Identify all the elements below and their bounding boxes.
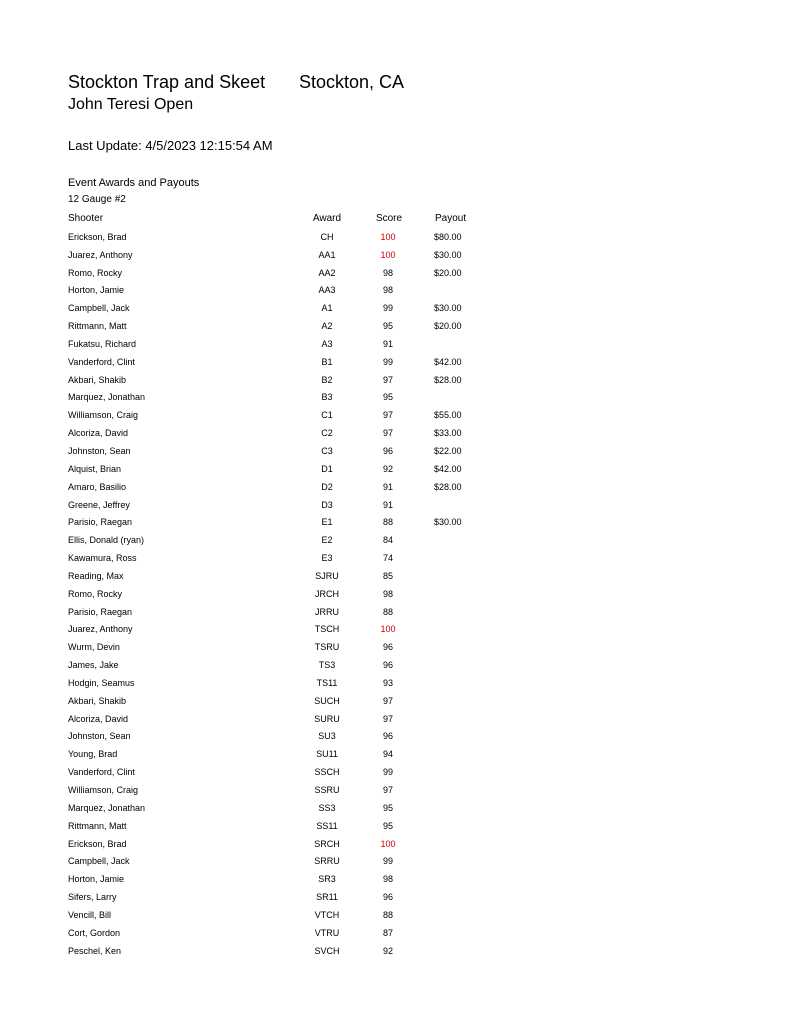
- award-cell: B2: [321, 374, 333, 385]
- award-cell: VTRU: [314, 927, 340, 938]
- score-cell: 96: [382, 642, 393, 653]
- table-row: [68, 799, 508, 817]
- score-cell: 93: [382, 677, 393, 688]
- score-cell: 94: [382, 749, 393, 760]
- shooter-cell: Fukatsu, Richard: [68, 338, 137, 349]
- score-cell: 99: [382, 856, 393, 867]
- award-cell: SRCH: [314, 838, 340, 849]
- award-cell: B3: [321, 392, 333, 403]
- payout-cell: $20.00: [434, 267, 462, 278]
- table-row: [68, 924, 508, 942]
- shooter-cell: Young, Brad: [68, 749, 118, 760]
- award-cell: SVCH: [314, 945, 340, 956]
- shooter-cell: Sifers, Larry: [68, 892, 117, 903]
- shooter-cell: Marquez, Jonathan: [68, 392, 146, 403]
- score-cell: 97: [382, 428, 393, 439]
- score-cell: 91: [382, 338, 393, 349]
- shooter-cell: Vanderford, Clint: [68, 356, 135, 367]
- shooter-cell: Horton, Jamie: [68, 874, 125, 885]
- award-cell: B1: [321, 356, 333, 367]
- award-cell: AA1: [318, 249, 336, 260]
- shooter-cell: Juarez, Anthony: [68, 624, 133, 635]
- table-row: [68, 710, 508, 728]
- score-cell: 97: [382, 410, 393, 421]
- table-row: [68, 442, 508, 460]
- score-cell: 88: [382, 909, 393, 920]
- award-cell: E1: [321, 517, 333, 528]
- payout-cell: $30.00: [434, 303, 462, 314]
- shooter-cell: Rittmann, Matt: [68, 820, 127, 831]
- award-cell: AA3: [318, 285, 336, 296]
- shooter-cell: Alquist, Brian: [68, 463, 122, 474]
- table-row: [68, 478, 508, 496]
- payout-cell: $30.00: [434, 517, 462, 528]
- table-row: [68, 656, 508, 674]
- last-update: Last Update: 4/5/2023 12:15:54 AM: [68, 138, 273, 153]
- table-row: [68, 281, 508, 299]
- score-cell: 95: [382, 802, 393, 813]
- shooter-cell: Greene, Jeffrey: [68, 499, 130, 510]
- payout-cell: $42.00: [434, 463, 462, 474]
- payout-cell: $30.00: [434, 249, 462, 260]
- table-row: [68, 870, 508, 888]
- award-cell: SRRU: [314, 856, 340, 867]
- score-cell: 100: [380, 624, 396, 635]
- award-cell: SU11: [316, 749, 338, 760]
- payout-cell: $42.00: [434, 356, 462, 367]
- shooter-cell: Campbell, Jack: [68, 303, 130, 314]
- table-row: [68, 335, 508, 353]
- table-row: [68, 620, 508, 638]
- award-cell: A3: [321, 338, 333, 349]
- shooter-cell: Akbari, Shakib: [68, 374, 127, 385]
- payout-cell: $20.00: [434, 321, 462, 332]
- award-cell: D3: [321, 499, 333, 510]
- table-row: [68, 246, 508, 264]
- award-cell: VTCH: [314, 909, 340, 920]
- shooter-cell: Romo, Rocky: [68, 588, 123, 599]
- award-cell: SUCH: [314, 695, 340, 706]
- table-row: [68, 228, 508, 246]
- score-cell: 99: [382, 303, 393, 314]
- section-title: Event Awards and Payouts: [68, 177, 200, 189]
- table-row: [68, 888, 508, 906]
- table-row: [68, 371, 508, 389]
- table-row: [68, 852, 508, 870]
- score-cell: 95: [382, 820, 393, 831]
- shooter-cell: Vencill, Bill: [68, 909, 112, 920]
- score-cell: 74: [382, 553, 393, 564]
- table-row: [68, 264, 508, 282]
- shooter-cell: Erickson, Brad: [68, 231, 127, 242]
- score-cell: 88: [382, 606, 393, 617]
- score-cell: 87: [382, 927, 393, 938]
- shooter-cell: Hodgin, Seamus: [68, 677, 135, 688]
- award-cell: SJRU: [315, 570, 339, 581]
- table-row: [68, 817, 508, 835]
- table-row: [68, 317, 508, 335]
- header-score: Score: [375, 213, 403, 224]
- table-row: [68, 781, 508, 799]
- table-row: [68, 496, 508, 514]
- shooter-cell: Juarez, Anthony: [68, 249, 133, 260]
- score-cell: 96: [382, 660, 393, 671]
- award-cell: JRCH: [315, 588, 339, 599]
- award-cell: E3: [321, 553, 333, 564]
- table-row: [68, 603, 508, 621]
- table-row: [68, 692, 508, 710]
- award-cell: TS3: [318, 660, 336, 671]
- payout-cell: $22.00: [434, 445, 462, 456]
- table-row: [68, 353, 508, 371]
- award-cell: SURU: [314, 713, 340, 724]
- shooter-cell: Alcoriza, David: [68, 428, 129, 439]
- score-cell: 95: [382, 321, 393, 332]
- awards-table: [68, 210, 508, 959]
- event-name: John Teresi Open: [68, 96, 194, 113]
- shooter-cell: Marquez, Jonathan: [68, 802, 146, 813]
- award-cell: C3: [321, 445, 333, 456]
- shooter-cell: Peschel, Ken: [68, 945, 122, 956]
- shooter-cell: Parisio, Raegan: [68, 517, 133, 528]
- shooter-cell: Williamson, Craig: [68, 785, 139, 795]
- score-cell: 91: [382, 481, 393, 492]
- shooter-cell: Wurm, Devin: [68, 642, 120, 653]
- table-row: [68, 674, 508, 692]
- table-row: [68, 585, 508, 603]
- shooter-cell: Cort, Gordon: [68, 927, 121, 938]
- score-cell: 100: [380, 249, 396, 260]
- payout-cell: $28.00: [434, 481, 462, 492]
- score-cell: 96: [382, 892, 393, 903]
- award-cell: C1: [321, 410, 333, 421]
- award-cell: SS3: [318, 802, 336, 813]
- shooter-cell: Johnston, Sean: [68, 445, 131, 456]
- award-cell: D2: [321, 481, 333, 492]
- score-cell: 97: [382, 713, 393, 724]
- score-cell: 97: [382, 374, 393, 385]
- table-row: [68, 942, 508, 960]
- table-body: [68, 228, 508, 960]
- award-cell: TSRU: [314, 642, 340, 653]
- score-cell: 92: [382, 463, 393, 474]
- score-cell: 97: [382, 785, 393, 795]
- score-cell: 100: [380, 231, 396, 242]
- shooter-cell: Kawamura, Ross: [68, 553, 137, 564]
- shooter-cell: Parisio, Raegan: [68, 606, 133, 617]
- award-cell: JRRU: [315, 606, 339, 617]
- table-row: [68, 835, 508, 853]
- shooter-cell: James, Jake: [68, 660, 119, 671]
- award-cell: SR11: [316, 892, 338, 903]
- score-cell: 98: [382, 588, 393, 599]
- shooter-cell: Vanderford, Clint: [68, 767, 135, 778]
- header-award: Award: [312, 213, 342, 224]
- award-cell: E2: [321, 535, 333, 546]
- award-cell: C2: [321, 428, 333, 439]
- club-title: Stockton Trap and Skeet: [68, 72, 266, 92]
- award-cell: AA2: [318, 267, 336, 278]
- shooter-cell: Akbari, Shakib: [68, 695, 127, 706]
- shooter-cell: Erickson, Brad: [68, 838, 127, 849]
- table-row: [68, 727, 508, 745]
- shooter-cell: Rittmann, Matt: [68, 321, 127, 332]
- table-row: [68, 567, 508, 585]
- award-cell: SSRU: [314, 785, 340, 795]
- score-cell: 98: [382, 267, 393, 278]
- club-location: Stockton, CA: [299, 72, 405, 92]
- score-cell: 98: [382, 874, 393, 885]
- shooter-cell: Amaro, Basilio: [68, 481, 127, 492]
- payout-cell: $80.00: [434, 231, 462, 242]
- payout-cell: $33.00: [434, 428, 462, 439]
- table-row: [68, 549, 508, 567]
- table-row: [68, 299, 508, 317]
- score-cell: 100: [380, 838, 396, 849]
- award-cell: CH: [320, 231, 334, 242]
- payout-cell: $55.00: [434, 410, 462, 421]
- table-row: [68, 424, 508, 442]
- award-cell: A1: [321, 303, 333, 314]
- shooter-cell: Ellis, Donald (ryan): [68, 535, 145, 546]
- table-header-row: [68, 210, 508, 228]
- table-row: [68, 406, 508, 424]
- header-payout: Payout: [435, 213, 467, 224]
- score-cell: 97: [382, 695, 393, 706]
- award-cell: SR3: [318, 874, 336, 885]
- section-subtitle: 12 Gauge #2: [68, 194, 126, 205]
- award-cell: SSCH: [314, 767, 340, 778]
- shooter-cell: Horton, Jamie: [68, 285, 125, 296]
- score-cell: 99: [382, 767, 393, 778]
- award-cell: TSCH: [314, 624, 340, 635]
- shooter-cell: Johnston, Sean: [68, 731, 131, 742]
- score-cell: 95: [382, 392, 393, 403]
- award-cell: TS11: [316, 677, 338, 688]
- payout-cell: $28.00: [434, 374, 462, 385]
- score-cell: 98: [382, 285, 393, 296]
- shooter-cell: Campbell, Jack: [68, 856, 130, 867]
- table-row: [68, 745, 508, 763]
- score-cell: 84: [382, 535, 393, 546]
- award-cell: A2: [321, 321, 333, 332]
- shooter-cell: Reading, Max: [68, 570, 124, 581]
- table-row: [68, 513, 508, 531]
- score-cell: 92: [382, 945, 393, 956]
- award-cell: SS11: [316, 820, 338, 831]
- award-cell: SU3: [318, 731, 336, 742]
- table-row: [68, 906, 508, 924]
- header-shooter: Shooter: [68, 213, 104, 224]
- shooter-cell: Alcoriza, David: [68, 713, 129, 724]
- table-row: [68, 388, 508, 406]
- table-row: [68, 638, 508, 656]
- table-row: [68, 531, 508, 549]
- table-row: [68, 460, 508, 478]
- table-row: [68, 763, 508, 781]
- score-cell: 85: [382, 570, 393, 581]
- score-cell: 96: [382, 731, 393, 742]
- score-cell: 88: [382, 517, 393, 528]
- score-cell: 91: [382, 499, 393, 510]
- shooter-cell: Williamson, Craig: [68, 410, 139, 421]
- score-cell: 96: [382, 445, 393, 456]
- score-cell: 99: [382, 356, 393, 367]
- shooter-cell: Romo, Rocky: [68, 267, 123, 278]
- award-cell: D1: [321, 463, 333, 474]
